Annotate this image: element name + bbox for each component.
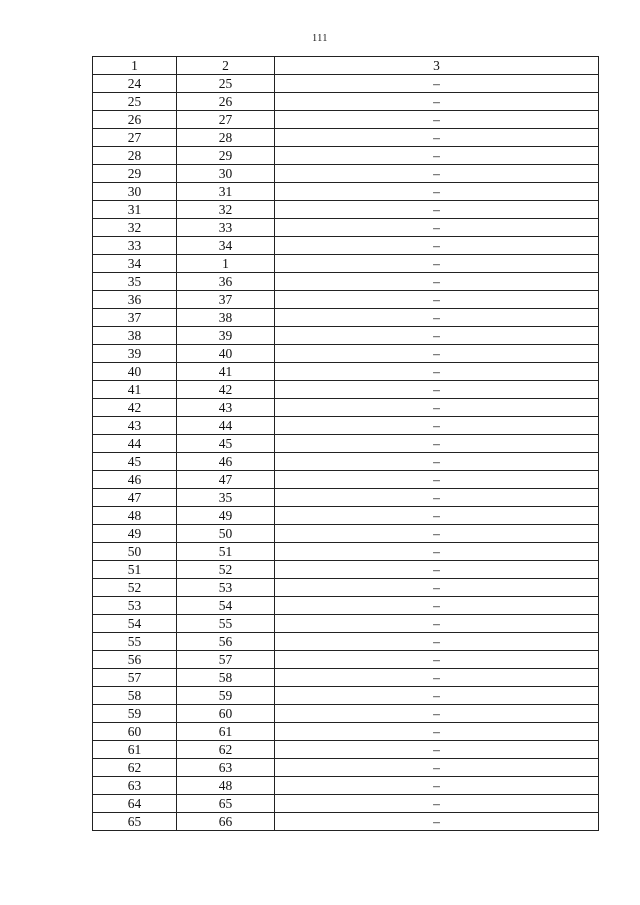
- table-cell-col-3: –: [275, 687, 599, 705]
- table-cell-col-2: 35: [177, 489, 275, 507]
- table-cell-col-1: 51: [93, 561, 177, 579]
- table-cell-col-3: –: [275, 705, 599, 723]
- table-cell-col-1: 41: [93, 381, 177, 399]
- table-cell-col-3: –: [275, 741, 599, 759]
- table-cell-col-1: 58: [93, 687, 177, 705]
- table-row: [93, 291, 599, 309]
- table-row: [93, 579, 599, 597]
- table-cell-col-1: 39: [93, 345, 177, 363]
- table-cell-col-1: 48: [93, 507, 177, 525]
- table-cell-col-3: –: [275, 669, 599, 687]
- table-row: [93, 489, 599, 507]
- table-cell-col-2: 66: [177, 813, 275, 831]
- table-cell-col-3: –: [275, 651, 599, 669]
- table-cell-col-1: 32: [93, 219, 177, 237]
- table-cell-col-3: –: [275, 165, 599, 183]
- table-cell-col-3: –: [275, 471, 599, 489]
- table-cell-col-1: 25: [93, 93, 177, 111]
- table-cell-col-2: 36: [177, 273, 275, 291]
- table-cell-col-2: 38: [177, 309, 275, 327]
- table-cell-col-2: 44: [177, 417, 275, 435]
- table-cell-col-2: 25: [177, 75, 275, 93]
- table-cell-col-2: 32: [177, 201, 275, 219]
- table-row: [93, 309, 599, 327]
- table-cell-col-2: 40: [177, 345, 275, 363]
- table-cell-col-3: –: [275, 507, 599, 525]
- table-cell-col-3: –: [275, 129, 599, 147]
- table-cell-col-3: –: [275, 111, 599, 129]
- table-row: [93, 669, 599, 687]
- table-cell-col-1: 63: [93, 777, 177, 795]
- table-cell-col-1: 36: [93, 291, 177, 309]
- table-cell-col-3: –: [275, 435, 599, 453]
- table-cell-col-3: –: [275, 633, 599, 651]
- table-cell-col-1: 46: [93, 471, 177, 489]
- table-row: [93, 543, 599, 561]
- column-header-3: 3: [275, 57, 599, 75]
- table-cell-col-3: –: [275, 183, 599, 201]
- table-cell-col-2: 43: [177, 399, 275, 417]
- table-cell-col-3: –: [275, 777, 599, 795]
- table-cell-col-3: –: [275, 93, 599, 111]
- table-row: [93, 165, 599, 183]
- table-row: [93, 345, 599, 363]
- table-cell-col-3: –: [275, 417, 599, 435]
- table-row: [93, 183, 599, 201]
- table-cell-col-1: 53: [93, 597, 177, 615]
- table-cell-col-2: 30: [177, 165, 275, 183]
- table-cell-col-1: 38: [93, 327, 177, 345]
- table-row: [93, 813, 599, 831]
- table-row: [93, 201, 599, 219]
- table-cell-col-1: 54: [93, 615, 177, 633]
- table-cell-col-2: 46: [177, 453, 275, 471]
- table-cell-col-2: 45: [177, 435, 275, 453]
- table-cell-col-2: 59: [177, 687, 275, 705]
- table-cell-col-1: 29: [93, 165, 177, 183]
- table-cell-col-2: 34: [177, 237, 275, 255]
- table-row: [93, 561, 599, 579]
- table-row: [93, 219, 599, 237]
- table-cell-col-2: 60: [177, 705, 275, 723]
- table-cell-col-3: –: [275, 579, 599, 597]
- table-cell-col-2: 50: [177, 525, 275, 543]
- column-header-1: 1: [93, 57, 177, 75]
- table-row: [93, 705, 599, 723]
- table-cell-col-1: 24: [93, 75, 177, 93]
- table-cell-col-2: 61: [177, 723, 275, 741]
- table-cell-col-3: –: [275, 273, 599, 291]
- table-cell-col-3: –: [275, 489, 599, 507]
- table-cell-col-3: –: [275, 543, 599, 561]
- table-cell-col-2: 55: [177, 615, 275, 633]
- table-header-row: [93, 57, 599, 75]
- table-cell-col-1: 30: [93, 183, 177, 201]
- table-cell-col-2: 1: [177, 255, 275, 273]
- table-row: [93, 687, 599, 705]
- table-cell-col-1: 40: [93, 363, 177, 381]
- table-cell-col-3: –: [275, 327, 599, 345]
- table-cell-col-2: 31: [177, 183, 275, 201]
- table-row: [93, 723, 599, 741]
- table-cell-col-3: –: [275, 813, 599, 831]
- table-cell-col-3: –: [275, 561, 599, 579]
- table-cell-col-3: –: [275, 597, 599, 615]
- table-cell-col-1: 57: [93, 669, 177, 687]
- table-row: [93, 633, 599, 651]
- table-row: [93, 237, 599, 255]
- table-cell-col-3: –: [275, 453, 599, 471]
- table-cell-col-1: 56: [93, 651, 177, 669]
- table-cell-col-1: 65: [93, 813, 177, 831]
- table-body: [93, 75, 599, 831]
- table-row: [93, 255, 599, 273]
- table-cell-col-3: –: [275, 201, 599, 219]
- table-cell-col-2: 48: [177, 777, 275, 795]
- table-cell-col-2: 56: [177, 633, 275, 651]
- table-row: [93, 651, 599, 669]
- table-cell-col-1: 33: [93, 237, 177, 255]
- table-cell-col-2: 39: [177, 327, 275, 345]
- table-cell-col-3: –: [275, 525, 599, 543]
- page-number: 111: [312, 33, 328, 44]
- table-cell-col-3: –: [275, 237, 599, 255]
- table-row: [93, 417, 599, 435]
- table-row: [93, 381, 599, 399]
- table-cell-col-1: 28: [93, 147, 177, 165]
- table-cell-col-2: 54: [177, 597, 275, 615]
- table-row: [93, 129, 599, 147]
- table-row: [93, 273, 599, 291]
- table-cell-col-1: 49: [93, 525, 177, 543]
- table-cell-col-1: 45: [93, 453, 177, 471]
- table-cell-col-2: 27: [177, 111, 275, 129]
- table-cell-col-1: 26: [93, 111, 177, 129]
- table-row: [93, 507, 599, 525]
- table-cell-col-2: 29: [177, 147, 275, 165]
- table-row: [93, 795, 599, 813]
- table-cell-col-1: 37: [93, 309, 177, 327]
- table-cell-col-2: 65: [177, 795, 275, 813]
- table-cell-col-3: –: [275, 759, 599, 777]
- table-cell-col-3: –: [275, 219, 599, 237]
- table-cell-col-3: –: [275, 795, 599, 813]
- table-cell-col-1: 44: [93, 435, 177, 453]
- table-cell-col-1: 61: [93, 741, 177, 759]
- table-row: [93, 93, 599, 111]
- table-row: [93, 777, 599, 795]
- table-cell-col-3: –: [275, 309, 599, 327]
- table-cell-col-2: 63: [177, 759, 275, 777]
- table-cell-col-1: 42: [93, 399, 177, 417]
- table-row: [93, 453, 599, 471]
- table-cell-col-3: –: [275, 615, 599, 633]
- table-cell-col-1: 31: [93, 201, 177, 219]
- table-cell-col-2: 33: [177, 219, 275, 237]
- table-row: [93, 435, 599, 453]
- table-row: [93, 111, 599, 129]
- table-cell-col-3: –: [275, 147, 599, 165]
- table-row: [93, 147, 599, 165]
- table-cell-col-3: –: [275, 399, 599, 417]
- table-cell-col-1: 62: [93, 759, 177, 777]
- table-row: [93, 471, 599, 489]
- table-row: [93, 399, 599, 417]
- table-cell-col-2: 62: [177, 741, 275, 759]
- table-cell-col-2: 26: [177, 93, 275, 111]
- table-cell-col-1: 52: [93, 579, 177, 597]
- table-cell-col-1: 43: [93, 417, 177, 435]
- table-cell-col-2: 57: [177, 651, 275, 669]
- table-row: [93, 615, 599, 633]
- table-cell-col-1: 60: [93, 723, 177, 741]
- table-cell-col-2: 41: [177, 363, 275, 381]
- table-cell-col-2: 47: [177, 471, 275, 489]
- table-cell-col-3: –: [275, 291, 599, 309]
- table-row: [93, 363, 599, 381]
- table-row: [93, 759, 599, 777]
- table-cell-col-1: 50: [93, 543, 177, 561]
- table-row: [93, 75, 599, 93]
- table-cell-col-2: 52: [177, 561, 275, 579]
- column-header-2: 2: [177, 57, 275, 75]
- table-cell-col-3: –: [275, 363, 599, 381]
- table-cell-col-3: –: [275, 75, 599, 93]
- table-cell-col-3: –: [275, 381, 599, 399]
- table-cell-col-2: 53: [177, 579, 275, 597]
- table-cell-col-2: 51: [177, 543, 275, 561]
- table-row: [93, 741, 599, 759]
- table-cell-col-3: –: [275, 723, 599, 741]
- table-cell-col-2: 58: [177, 669, 275, 687]
- data-table: [92, 56, 599, 831]
- table-cell-col-1: 55: [93, 633, 177, 651]
- table-cell-col-1: 35: [93, 273, 177, 291]
- table-cell-col-1: 64: [93, 795, 177, 813]
- table-cell-col-2: 42: [177, 381, 275, 399]
- table-row: [93, 525, 599, 543]
- table-cell-col-2: 37: [177, 291, 275, 309]
- table-cell-col-1: 47: [93, 489, 177, 507]
- table-cell-col-1: 34: [93, 255, 177, 273]
- table-cell-col-2: 28: [177, 129, 275, 147]
- table-cell-col-1: 59: [93, 705, 177, 723]
- table-row: [93, 597, 599, 615]
- table-cell-col-3: –: [275, 345, 599, 363]
- table-cell-col-2: 49: [177, 507, 275, 525]
- table-row: [93, 327, 599, 345]
- table-cell-col-1: 27: [93, 129, 177, 147]
- table-cell-col-3: –: [275, 255, 599, 273]
